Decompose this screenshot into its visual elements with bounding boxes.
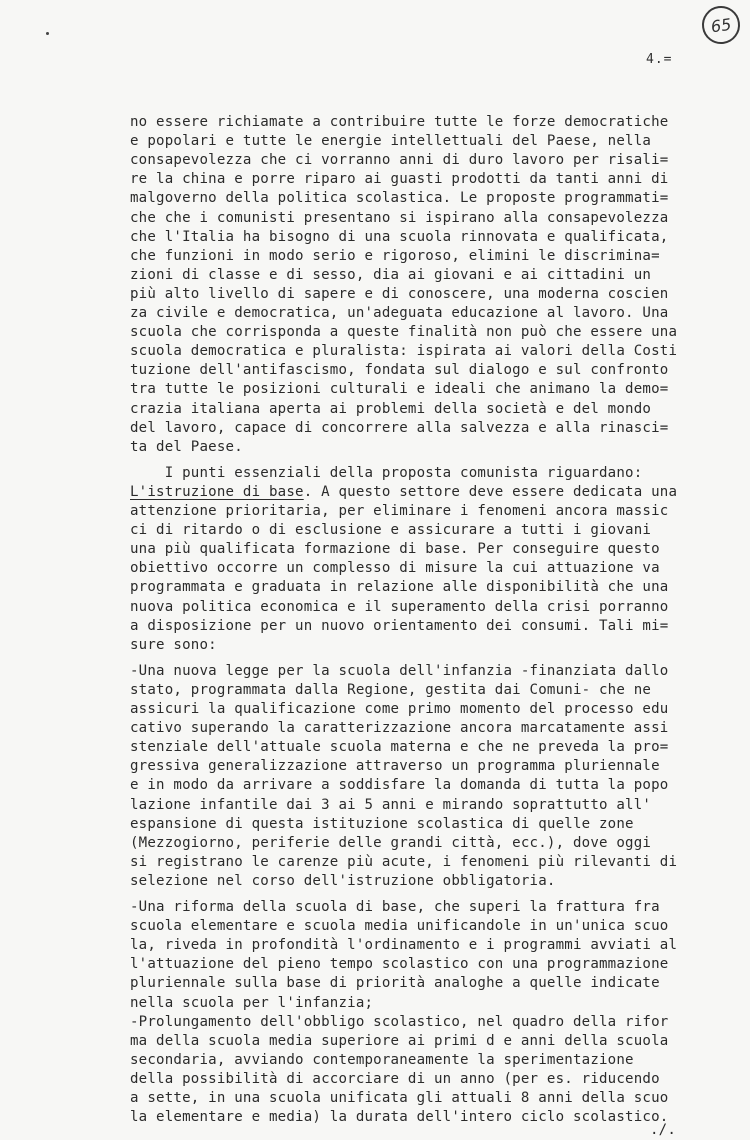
text-line: stenziale dell'attuale scuola materna e che ne preveda la pro= bbox=[130, 739, 669, 756]
text-line: attenzione prioritaria, per eliminare i fenomeni ancora massic bbox=[130, 503, 669, 519]
text-line: si registrano le carenze più acute, i fenomeni più rilevanti di bbox=[130, 853, 678, 870]
text-line: espansione di questa istituzione scolastica di quelle zone bbox=[130, 815, 634, 832]
text-line: secondaria, avviando contemporaneamente la sperimentazione bbox=[130, 1051, 634, 1068]
text-line: e in modo da arrivare a soddisfare la domanda di tutta la popo bbox=[130, 777, 669, 794]
ink-dot bbox=[46, 32, 49, 35]
text-line: (Mezzogiorno, periferie delle grandi città, ecc.), dove oggi bbox=[130, 834, 652, 851]
text-line: malgoverno della politica scolastica. Le proposte programmati= bbox=[130, 190, 669, 207]
text-line: della possibilità di accorciare di un anno (per es. riducendo bbox=[130, 1070, 660, 1087]
text-line: tuzione dell'antifascismo, fondata sul dialogo e sul confronto bbox=[130, 362, 669, 379]
text-line: la, riveda in profondità l'ordinamento e i programmi avviati al bbox=[130, 937, 678, 954]
text-line: zioni di classe e di sesso, dia ai giovani e ai cittadini un bbox=[130, 266, 652, 283]
text-line: obiettivo occorre un complesso di misure la cui attuazione va bbox=[130, 560, 660, 577]
text-line: nuova politica economica e il superamento della crisi porranno bbox=[130, 598, 669, 615]
text-line: re la china e porre riparo ai guasti prodotti da tanti anni di bbox=[130, 171, 669, 188]
page-number: 4.= bbox=[646, 52, 673, 67]
text-line: ./. bbox=[650, 1122, 677, 1139]
text-line: scuola che corrisponda a queste finalità non può che essere una bbox=[130, 324, 678, 341]
text-line: gressiva generalizzazione attraverso un programma pluriennale bbox=[130, 758, 660, 775]
text-line: la elementare e media) la durata dell'intero ciclo scolastico. bbox=[130, 1109, 669, 1126]
text-line: e popolari e tutte le energie intellettuali del Paese, nella bbox=[130, 133, 652, 150]
text-line: del lavoro, capace di concorrere alla salvezza e alla rinasci= bbox=[130, 419, 669, 436]
text-line: che l'Italia ha bisogno di una scuola rinnovata e qualificata, bbox=[130, 228, 669, 245]
text-line: pluriennale sulla base di priorità analoghe a quelle indicate bbox=[130, 975, 660, 992]
text-line: nella scuola per l'infanzia; bbox=[130, 994, 374, 1011]
page-stamp: 65 bbox=[700, 4, 743, 47]
text-line: sure sono: bbox=[130, 636, 217, 653]
text-line: L'istruzione di base. A questo settore deve essere dedicata una bbox=[130, 483, 678, 500]
text-line: tra tutte le posizioni culturali e ideali che animano la demo= bbox=[130, 381, 669, 398]
text-line: za civile e democratica, un'adeguata educazione al lavoro. Una bbox=[130, 305, 669, 321]
text-line: consapevolezza che ci vorranno anni di duro lavoro per risali= bbox=[130, 152, 669, 169]
text-line: a disposizione per un nuovo orientamento dei consumi. Tali mi= bbox=[130, 617, 669, 634]
text-line: scuola democratica e pluralista: ispirata ai valori della Costi bbox=[130, 343, 678, 360]
text-line: stato, programmata dalla Regione, gestita dai Comuni- che ne bbox=[130, 681, 652, 698]
text-line: l'attuazione del pieno tempo scolastico con una programmazione bbox=[130, 956, 669, 973]
text-line: programmata e graduata in relazione alle disponibilità che una bbox=[130, 579, 669, 596]
text-line: I punti essenziali della proposta comunista riguardano: bbox=[130, 464, 643, 481]
text-line: -Una riforma della scuola di base, che superi la frattura fra bbox=[130, 899, 660, 915]
text-line: selezione nel corso dell'istruzione obbligatoria. bbox=[130, 872, 556, 889]
text-line: a sette, in una scuola unificata gli attuali 8 anni della scuo bbox=[130, 1090, 669, 1106]
text-line: lazione infantile dai 3 ai 5 anni e mirando soprattutto all' bbox=[130, 796, 652, 813]
text-line: che che i comunisti presentano si ispirano alla consapevolezza bbox=[130, 209, 669, 226]
text-line: ta del Paese. bbox=[130, 438, 243, 455]
text-line: ma della scuola media superiore ai primi d e anni della scuola bbox=[130, 1032, 669, 1049]
text-line: assicuri la qualificazione come primo momento del processo edu bbox=[130, 701, 669, 717]
text-line: ci di ritardo o di esclusione e assicurare a tutti i giovani bbox=[130, 522, 652, 539]
text-line: crazia italiana aperta ai problemi della società e del mondo bbox=[130, 400, 652, 417]
text-line: una più qualificata formazione di base. Per conseguire questo bbox=[130, 541, 660, 558]
text-line: -Una nuova legge per la scuola dell'infanzia -finanziata dallo bbox=[130, 662, 669, 679]
text-line: che funzioni in modo serio e rigoroso, elimini le discrimina= bbox=[130, 247, 660, 264]
text-line: no essere richiamate a contribuire tutte le forze democratiche bbox=[130, 114, 669, 130]
text-line: -Prolungamento dell'obbligo scolastico, nel quadro della rifor bbox=[130, 1013, 669, 1030]
text-line: cativo superando la caratterizzazione ancora marcatamente assi bbox=[130, 720, 669, 737]
text-line: più alto livello di sapere e di conoscere, una moderna coscien bbox=[130, 285, 669, 302]
text-line: scuola elementare e scuola media unificandole in un'unica scuo bbox=[130, 918, 669, 935]
